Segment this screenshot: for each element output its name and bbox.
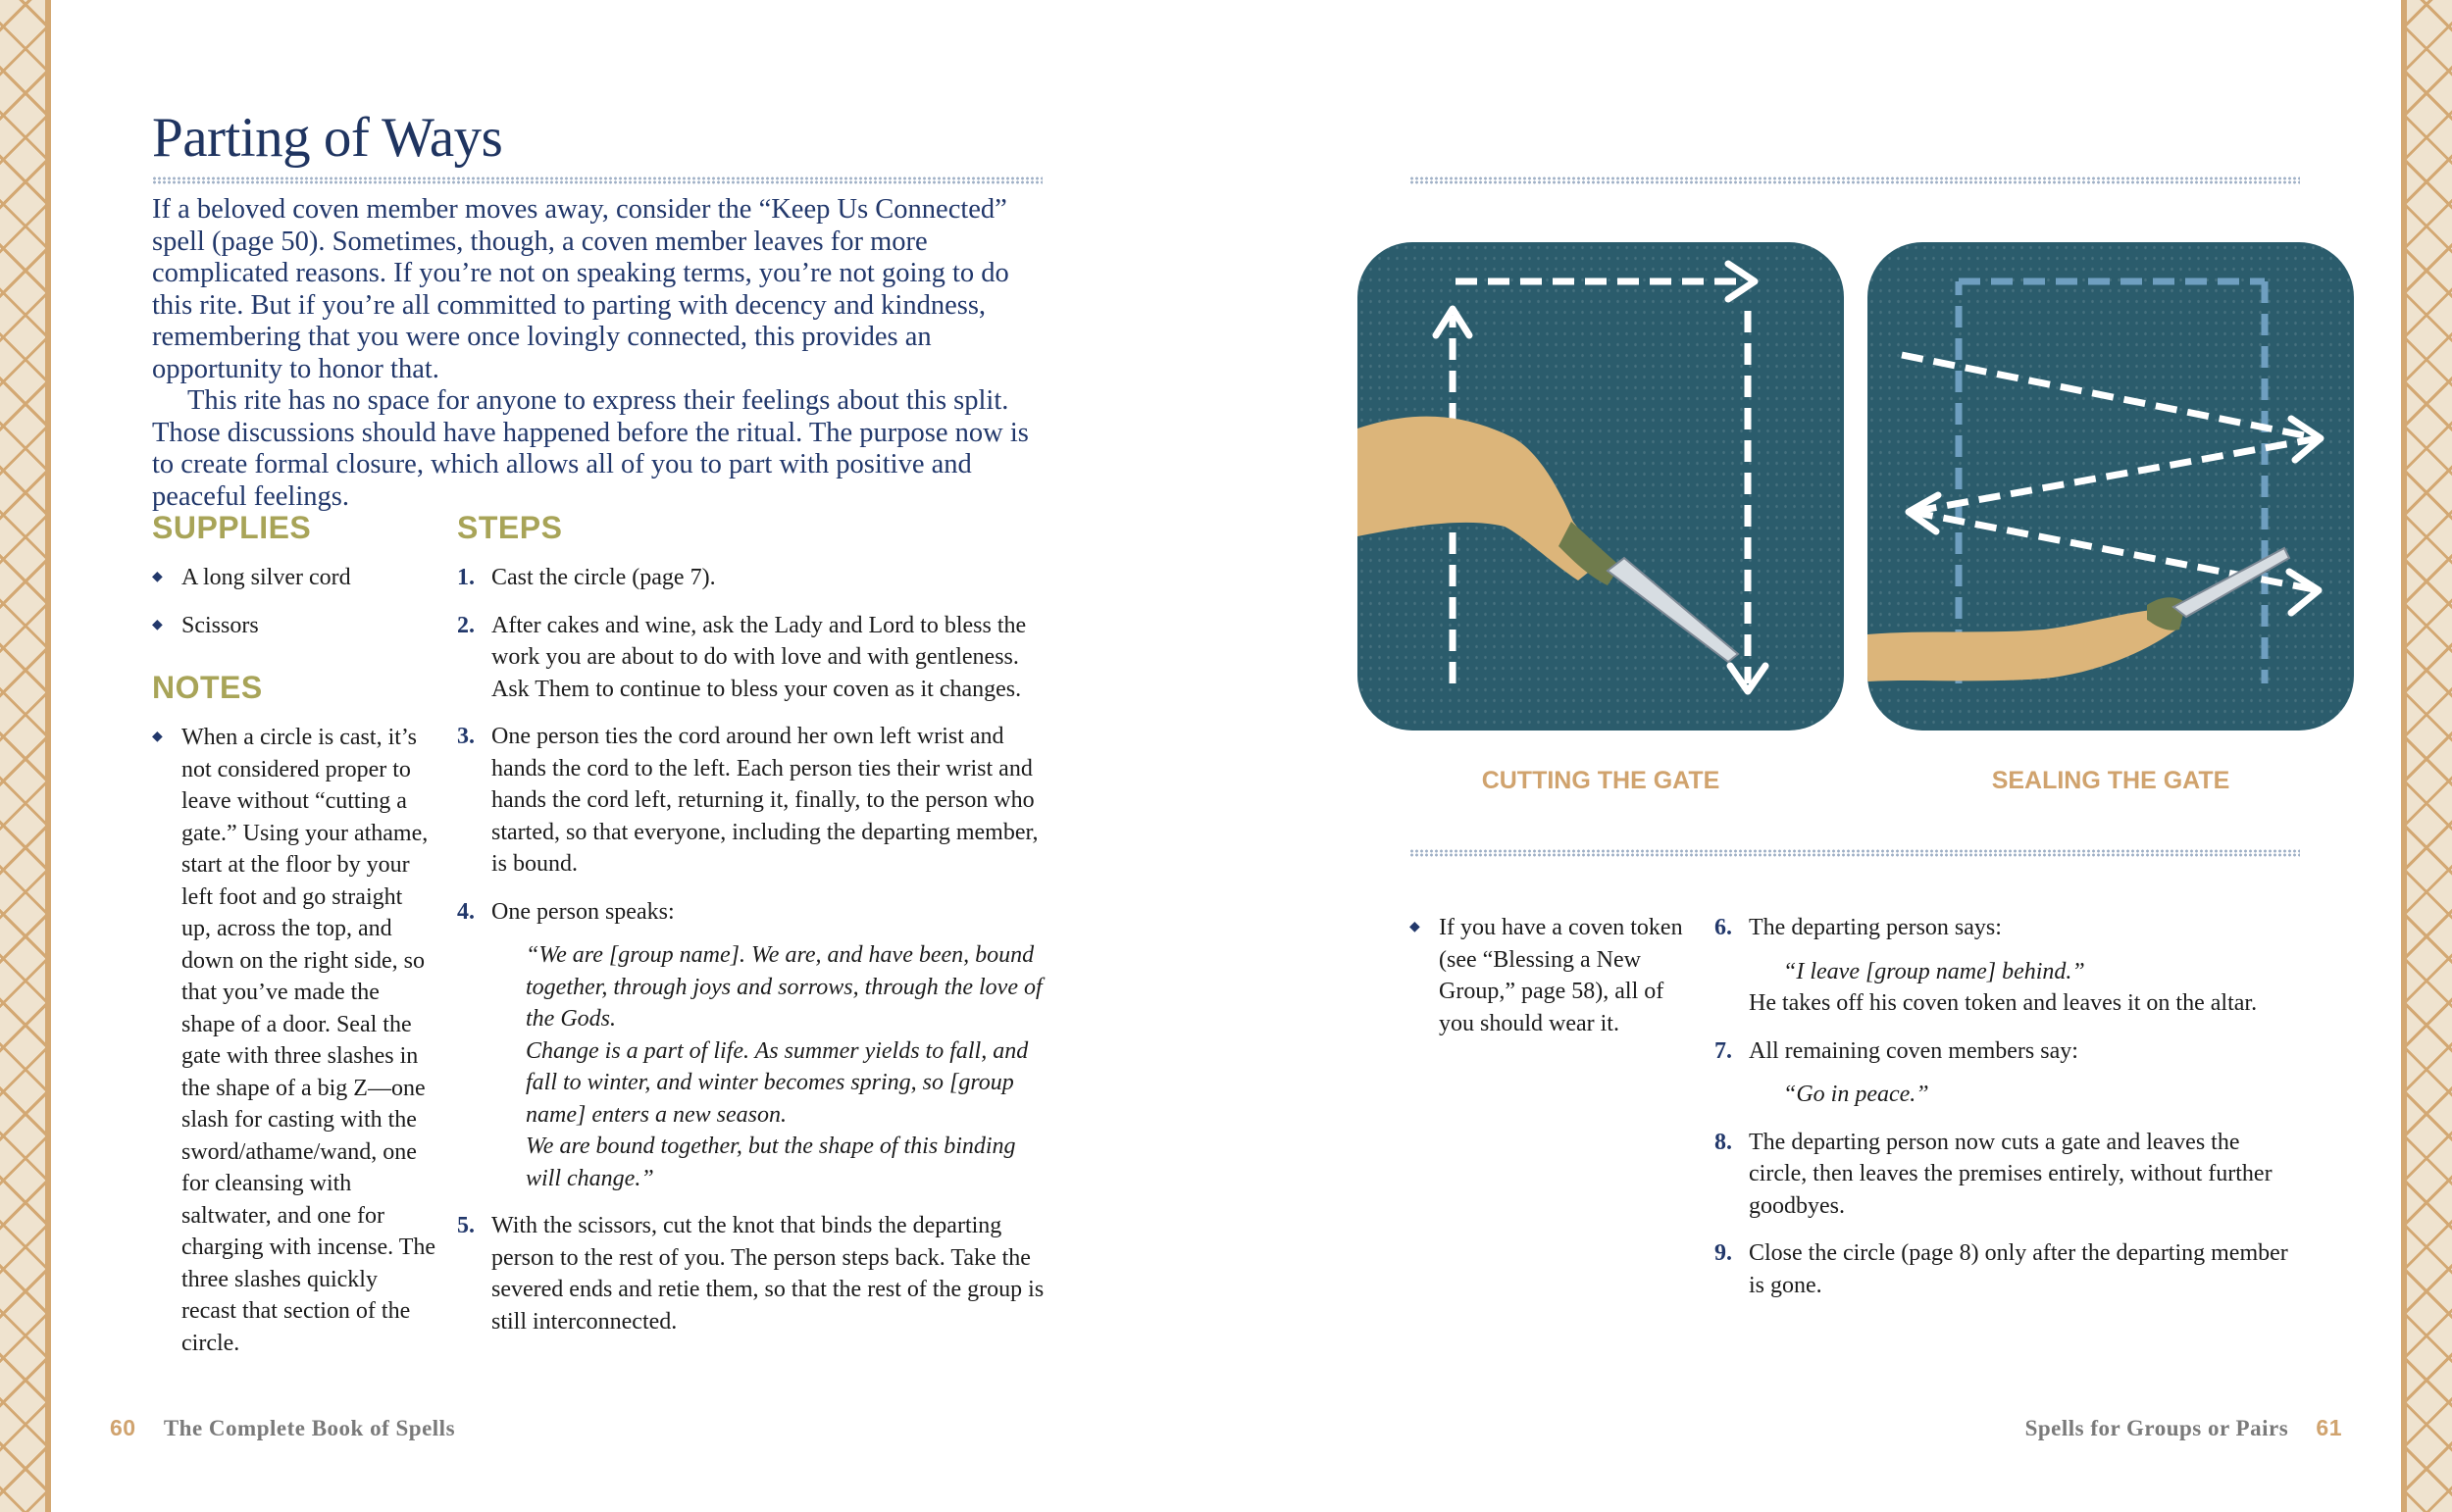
notes-heading: NOTES	[152, 670, 263, 705]
arrow-head-icon	[2289, 572, 2319, 613]
quote-line: “I leave [group name] behind.”	[1783, 958, 2085, 984]
step-number: 5.	[457, 1213, 475, 1238]
page-title: Parting of Ways	[152, 107, 503, 169]
decorative-border-right	[2401, 0, 2452, 1512]
step-item	[1714, 1035, 2293, 1111]
step-text: One person speaks:	[491, 898, 675, 925]
intro-paragraph-1: If a beloved coven member moves away, consider the “Keep Us Connected” spell (page 50). Sometimes, though, a coven member leaves for more complicated reasons. If you’re not on speaking terms, you’re not going to do this rite. But if you’re all committed to parting with decency and kindness, remembering that you were once lovingly connected, this provides an opportunity to honor that.	[152, 194, 1009, 384]
step-text: After cakes and wine, ask the Lady and Lord to bless the work you are about to do with love and with gentleness. Ask Them to continue to bless your coven as it changes.	[491, 612, 1027, 702]
z-slash-1	[1902, 355, 2319, 438]
step-item	[457, 721, 1046, 881]
book-title: The Complete Book of Spells	[163, 1416, 456, 1440]
speech-quote	[1783, 956, 2293, 988]
supplies-list	[152, 562, 446, 641]
step-text: All remaining coven members say:	[1749, 1037, 2078, 1064]
step-text: One person ties the cord around her own left wrist and hands the cord to the left. Each person ties their wrist and hands the cord left, returning it, finally, to the person who started, so that everyone, including the departing member, is bound.	[491, 724, 1039, 877]
token-note-list	[1409, 912, 1689, 1039]
token-note: ◆ If you have a coven token (see “Blessing a New Group,” page 58), all of you should wear it.	[1409, 912, 1689, 1039]
step-number: 9.	[1714, 1240, 1732, 1266]
step-item	[1714, 1237, 2293, 1301]
step-item	[1714, 912, 2293, 1020]
caption-sealing-gate: SEALING THE GATE	[1991, 767, 2230, 794]
right-steps-list	[1714, 912, 2293, 1317]
cutting-gate-illustration	[1357, 242, 1844, 731]
step-continuation: He takes off his coven token and leaves it on the altar.	[1749, 990, 2258, 1016]
quote-line: We are bound together, but the shape of this binding will change.”	[526, 1134, 1016, 1191]
supply-item: ◆ Scissors	[152, 610, 446, 642]
step-text: With the scissors, cut the knot that binds the departing person to the rest of you. The person steps back. Take the severed ends and retie them, so that the rest of the group is still interconnected.	[491, 1213, 1045, 1335]
sealing-gate-illustration	[1867, 242, 2354, 731]
page-number-right: 61	[2316, 1415, 2342, 1440]
title-divider	[152, 176, 1043, 184]
supplies-heading: SUPPLIES	[152, 510, 312, 545]
footer-left	[110, 1415, 455, 1441]
page-number-left: 60	[110, 1415, 136, 1440]
step-text: The departing person says:	[1749, 915, 2002, 940]
step-item	[457, 610, 1046, 706]
steps-list	[457, 562, 1046, 1353]
step-item	[1714, 1127, 2293, 1223]
footer-right	[2025, 1415, 2342, 1441]
speech-quote	[526, 939, 1046, 1194]
step-item	[457, 896, 1046, 1195]
step-number: 2.	[457, 612, 475, 638]
decorative-border-left	[0, 0, 51, 1512]
step-text: Cast the circle (page 7).	[491, 565, 716, 590]
steps-heading: STEPS	[457, 510, 563, 545]
hand-illustration	[1867, 610, 2176, 681]
speech-quote	[1783, 1079, 2293, 1111]
intro-text	[152, 194, 1045, 513]
notes-list	[152, 722, 436, 1359]
bottom-divider	[1409, 849, 2300, 857]
quote-line: “We are [group name]. We are, and have been, bound together, through joys and sorrows, through the love of the Gods.	[526, 942, 1043, 1032]
z-slash-3	[1912, 512, 2319, 590]
intro-paragraph-2: This rite has no space for anyone to express their feelings about this split. Those discussions should have happened before the ritual. The purpose now is to create formal closure, which allows all of you to part with positive and peaceful feelings.	[152, 385, 1029, 512]
step-text: The departing person now cuts a gate and leaves the circle, then leaves the premises entirely, without further goodbyes.	[1749, 1129, 2273, 1219]
quote-line: Change is a part of life. As summer yields to fall, and fall to winter, and winter becomes spring, so [group name] enters a new season.	[526, 1037, 1029, 1128]
step-text: Close the circle (page 8) only after the departing member is gone.	[1749, 1240, 2288, 1298]
quote-line: “Go in peace.”	[1783, 1082, 1929, 1107]
note-item: ◆ When a circle is cast, it’s not considered proper to leave without “cutting a gate.” Using your athame, start at the floor by your left foot and go straight up, across the top, and down on the right side, so that you’ve made the shape of a door. Seal the gate with three slashes in the shape of a big Z—one slash for casting with the sword/athame/wand, one for cleansing with saltwater, and one for charging with incense. The three slashes quickly recast that section of the circle.	[152, 722, 436, 1359]
step-number: 7.	[1714, 1037, 1732, 1064]
athame-blade	[1608, 558, 1738, 662]
z-slash-2	[1912, 438, 2319, 512]
step-number: 3.	[457, 724, 475, 749]
step-number: 6.	[1714, 915, 1732, 940]
caption-cutting-gate: CUTTING THE GATE	[1481, 767, 1720, 794]
step-number: 4.	[457, 898, 475, 925]
section-title: Spells for Groups or Pairs	[2024, 1416, 2289, 1440]
hand-illustration	[1357, 417, 1603, 580]
step-item	[457, 562, 1046, 594]
athame-handle	[1558, 522, 1620, 585]
supply-item: ◆ A long silver cord	[152, 562, 446, 594]
step-item	[457, 1210, 1046, 1337]
step-number: 1.	[457, 565, 475, 590]
top-divider	[1409, 176, 2300, 184]
step-number: 8.	[1714, 1129, 1732, 1155]
